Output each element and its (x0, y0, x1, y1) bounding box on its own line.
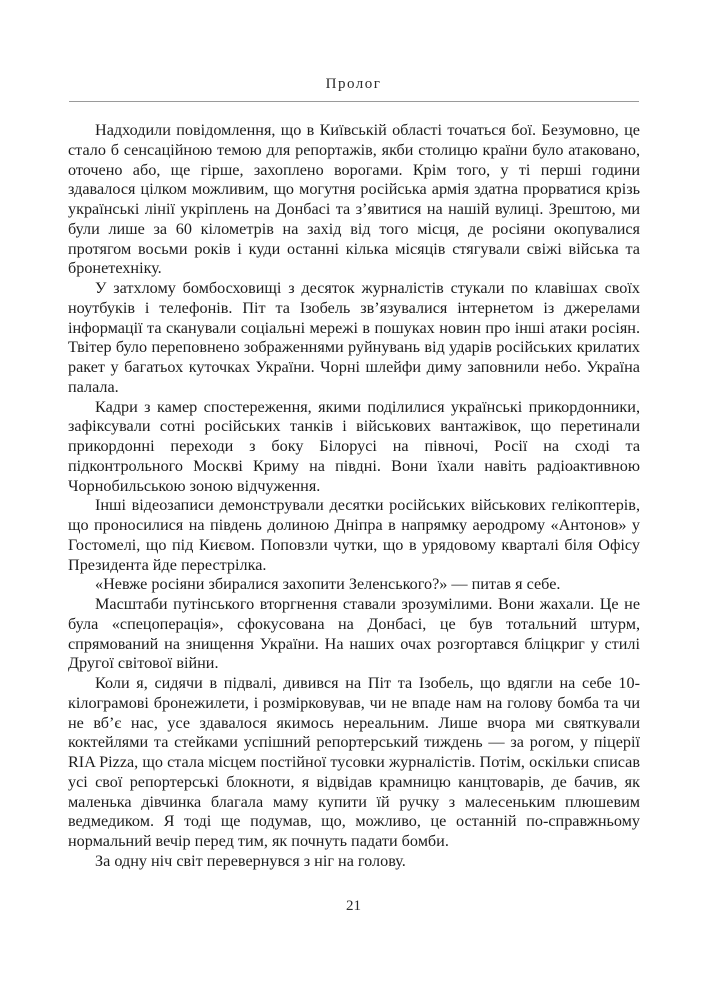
paragraph: За одну ніч світ перевернувся з ніг на голову. (95, 851, 406, 870)
paragraph: У затхлому бомбосховищі з десяток журналістів стукали по клавішах своїх ноутбуків і телефонів. Піт та Ізобель зв’язувалися інтернетом із джерелами інформації та сканували соціальні мережі в пошуках новин про інші атаки росіян. Твітер було переповнено зображеннями руйнувань від ударів російських крилатих ракет у багатьох куточках України. Чорні шлейфи диму заповнили небо. Україна палала. (68, 279, 640, 396)
paragraph: Надходили повідомлення, що в Київській області точаться бої. Безумовно, це стало б сенсаційною темою для репортажів, якби столицю країни було атаковано, оточено або, ще гірше, захоплено ворогами. Крім того, у ті перші години здавалося цілком можливим, що могутня російська армія здатна прорватися крізь українські лінії укріплень на Донбасі та з’явитися на нашій вулиці. Зрештою, ми були лише за 60 кілометрів на захід від того місця, де росіяни окопувалися протягом восьми років і куди останні кілька місяців стягували свіжі війська та бронетехніку. (68, 121, 640, 278)
body-text (68, 121, 640, 872)
page-number: 21 (346, 898, 361, 914)
paragraph: Інші відеозаписи демонстрували десятки російських військових гелікоптерів, що проносилися на південь долиною Дніпра в напрямку аеродрому «Антонов» у Гостомелі, що під Києвом. Поповзли чутки, що в урядовому кварталі біля Офісу Президента йде перестрілка. (68, 496, 640, 574)
running-header: Пролог (325, 76, 382, 92)
header-rule-divider (69, 101, 639, 102)
paragraph: Масштаби путінського вторгнення ставали зрозумілими. Вони жахали. Це не була «спецоперація», сфокусована на Донбасі, це був тотальний штурм, спрямований на знищення України. На наших очах розгортався бліцкриг у стилі Другої світової війни. (68, 595, 640, 673)
paragraph: Кадри з камер спостереження, якими поділилися українські прикордонники, зафіксували сотні російських танків і військових вантажівок, що перетинали прикордонні переходи з боку Білорусі на півночі, Росії на сході та підконтрольного Москві Криму на півдні. Вони їхали навіть радіоактивною Чорнобильською зоною відчуження. (68, 397, 640, 495)
paragraph: Коли я, сидячи в підвалі, дивився на Піт та Ізобель, що вдягли на себе 10-кілограмові бронежилети, і розмірковував, чи не впаде нам на голову бомба та чи не вб’є нас, усе здавалося якимось нереальним. Лише вчора ми святкували коктейлями та стейками успішний репортерський тиждень — за рогом, у піцерії RIA Pizza, що стала місцем постійної тусовки журналістів. Потім, оскільки списав усі свої репортерські блокноти, я відвідав крамницю канцтоварів, де бачив, як маленька дівчинка благала маму купити їй ручку з малесеньким плюшевим ведмедиком. Я тоді ще подумав, що, можливо, це останній по-справжньому нормальний вечір перед тим, як почнуть падати бомби. (68, 674, 640, 850)
paragraph: «Невже росіяни збиралися захопити Зеленського?» — питав я себе. (95, 575, 561, 594)
